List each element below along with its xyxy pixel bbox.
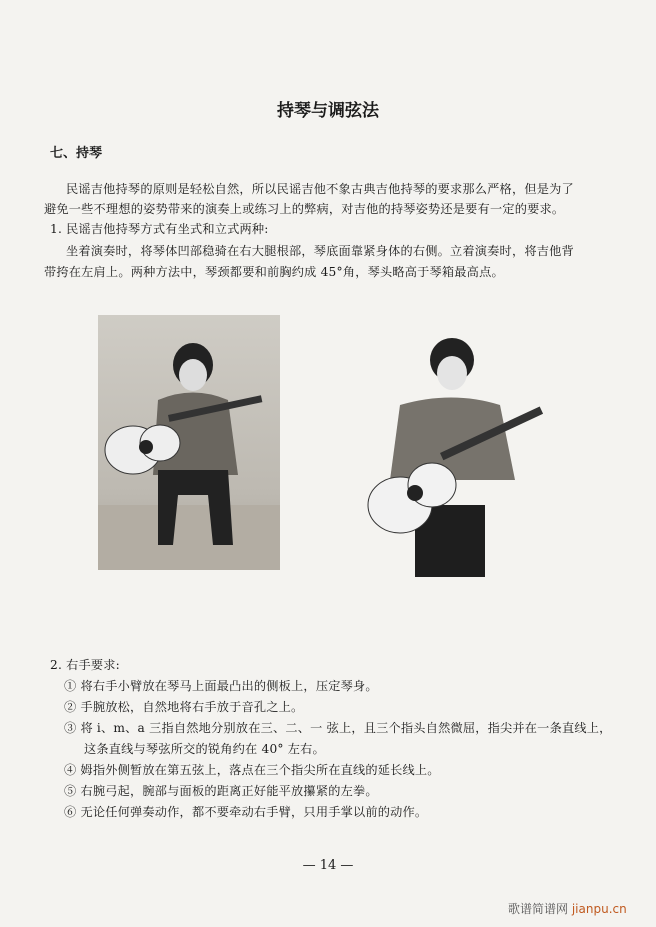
item2-line: ④ 姆指外侧暂放在第五弦上，落点在三个指尖所在直线的延长线上。 [64, 763, 440, 777]
item1-line: 带挎在左肩上。两种方法中，琴颈都要和前胸约成 45°角，琴头略高于琴箱最高点。 [44, 265, 504, 279]
photo-seated-guitarist [98, 315, 280, 570]
page-number: — 14 — [302, 858, 354, 873]
item2-line: 这条直线与琴弦所交的锐角约在 40° 左右。 [84, 742, 325, 756]
item2-line: ① 将右手小臂放在琴马上面最凸出的侧板上，压定琴身。 [64, 679, 378, 693]
intro-line: 民谣吉他持琴的原则是轻松自然，所以民谣吉他不象古典吉他持琴的要求那么严格，但是为了 [66, 182, 574, 196]
page-title: 持琴与调弦法 [277, 101, 379, 121]
watermark [508, 900, 627, 917]
watermark-url: jianpu.cn [571, 902, 627, 916]
watermark-cn: 歌谱简谱网 [508, 902, 569, 916]
item2-line: ③ 将 i、m、a 三指自然地分别放在三、二、一 弦上，且三个指头自然微屈，指尖并在一条直线上， [64, 721, 612, 735]
item1-heading: 1. 民谣吉他持琴方式有坐式和立式两种: [50, 222, 269, 236]
item2-line: ⑤ 右腕弓起，腕部与面板的距离正好能平放攥紧的左拳。 [64, 784, 378, 798]
section-heading: 七、持琴 [50, 146, 103, 161]
item2-line: ② 手腕放松，自然地将右手放于音孔之上。 [64, 700, 304, 714]
photo-standing-guitarist [360, 335, 555, 580]
intro-line: 避免一些不理想的姿势带来的演奏上或练习上的弊病，对吉他的持琴姿势还是要有一定的要求。 [44, 202, 565, 216]
item1-line: 坐着演奏时，将琴体凹部稳骑在右大腿根部，琴底面靠紧身体的右侧。立着演奏时，将吉他背 [66, 244, 574, 258]
item2-line: ⑥ 无论任何弹奏动作，都不要牵动右手臂，只用手掌以前的动作。 [64, 805, 428, 819]
item2-heading: 2. 右手要求: [50, 658, 120, 672]
